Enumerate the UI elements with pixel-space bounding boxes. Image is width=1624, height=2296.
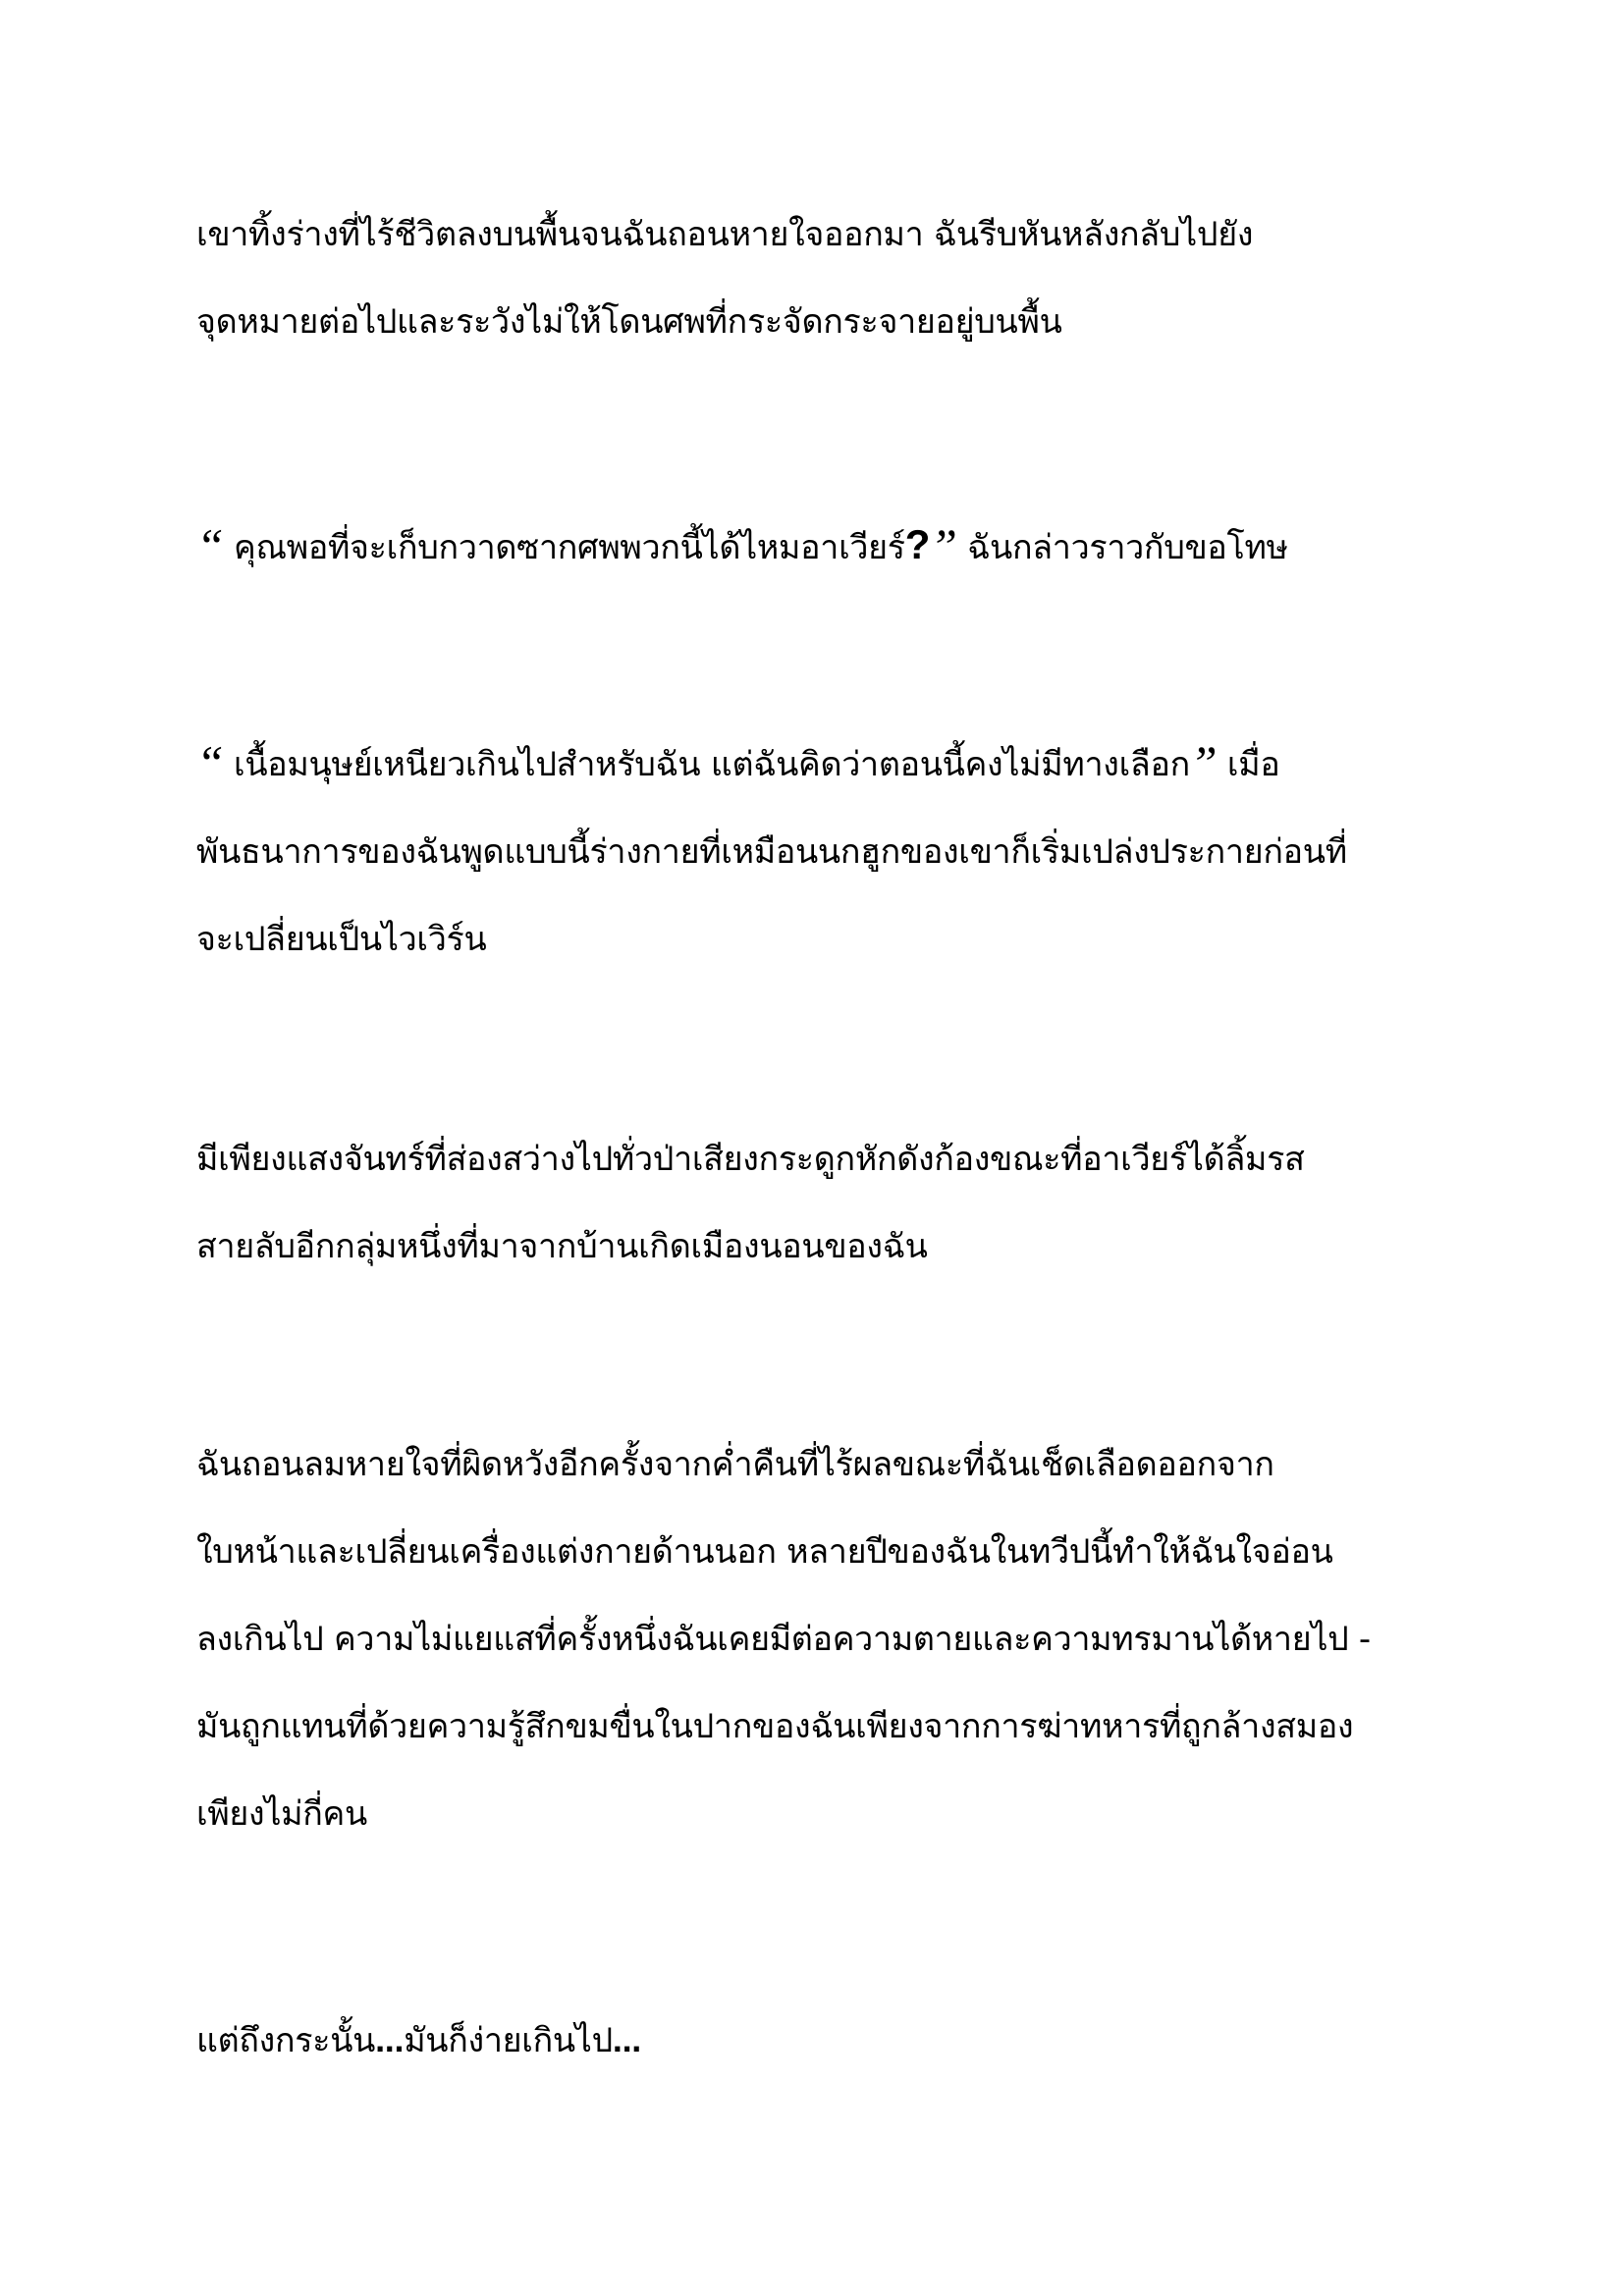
paragraph-4-line-2: สายลับอีกกลุ่มหนึ่งที่มาจากบ้านเกิดเมืองนอนของฉัน [196, 1227, 928, 1266]
ellipsis: ... [375, 2019, 405, 2059]
open-quote: “ [196, 735, 224, 790]
paragraph-3-line-2: พันธนาการของฉันพูดแบบนี้ร่างกายที่เหมือนนกฮูกของเขาก็เริ่มเปล่งประกายก่อนที่ [196, 832, 1347, 872]
paragraph-6 [196, 1996, 1473, 2085]
paragraph-1-line-1: เขาทิ้งร่างที่ไร้ชีวิตลงบนพื้นจนฉันถอนหายใจออกมา ฉันรีบหันหลังกลับไปยัง [196, 215, 1254, 254]
paragraph-3 [196, 720, 1473, 984]
paragraph-2 [196, 501, 1473, 592]
dialogue-tail: ฉันกล่าวราวกับขอโทษ [956, 528, 1288, 567]
open-quote: “ [196, 518, 224, 573]
paragraph-5 [196, 1421, 1473, 1858]
close-quote: ” [1189, 735, 1218, 790]
paragraph-5-line-4: มันถูกแทนที่ด้วยความรู้สึกขมขื่นในปากของฉันเพียงจากการฆ่าทหารที่ถูกล้างสมอง [196, 1707, 1354, 1746]
question-mark: ? [904, 521, 931, 567]
dialogue-text: เนื้อมนุษย์เหนียวเกินไปสำหรับฉัน แต่ฉันคิดว่าตอนนี้คงไม่มีทางเลือก [223, 745, 1190, 784]
close-quote: ” [930, 518, 957, 573]
paragraph-4 [196, 1116, 1473, 1291]
closing-text-part-2: มันก็ง่ายเกินไป [404, 2021, 613, 2060]
paragraph-5-line-3: ลงเกินไป ความไม่แยแสที่ครั้งหนึ่งฉันเคยมีต่อความตายและความทรมานได้หายไป - [196, 1620, 1371, 1659]
ellipsis: ... [612, 2019, 641, 2059]
dialogue-text: คุณพอที่จะเก็บกวาดซากศพพวกนี้ได้ไหมอาเวียร์ [223, 528, 905, 567]
closing-text-part-1: แต่ถึงกระนั้น [196, 2021, 376, 2060]
paragraph-3-line-3: จะเปลี่ยนเป็นไวเวิร์น [196, 920, 487, 959]
paragraph-1-line-2: จุดหมายต่อไปและระวังไม่ให้โดนศพที่กระจัดกระจายอยู่บนพื้น [196, 302, 1062, 342]
dialogue-tail: เมื่อ [1217, 745, 1280, 784]
paragraph-3-line-1 [196, 720, 1473, 809]
paragraph-4-line-1: มีเพียงแสงจันทร์ที่ส่องสว่างไปทั่วป่าเสียงกระดูกหักดังก้องขณะที่อาเวียร์ได้ลิ้มรส [196, 1140, 1305, 1179]
paragraph-6-line-1 [196, 1996, 1473, 2085]
paragraph-5-line-5: เพียงไม่กี่คน [196, 1794, 367, 1834]
paragraph-1 [196, 191, 1473, 366]
paragraph-2-line-1 [196, 501, 1473, 592]
paragraph-5-line-2: ใบหน้าและเปลี่ยนเครื่องแต่งกายด้านนอก หลายปีของฉันในทวีปนี้ทำให้ฉันใจอ่อน [196, 1532, 1333, 1572]
paragraph-5-line-1: ฉันถอนลมหายใจที่ผิดหวังอีกครั้งจากค่ำคืนที่ไร้ผลขณะที่ฉันเช็ดเลือดออกจาก [196, 1445, 1274, 1484]
